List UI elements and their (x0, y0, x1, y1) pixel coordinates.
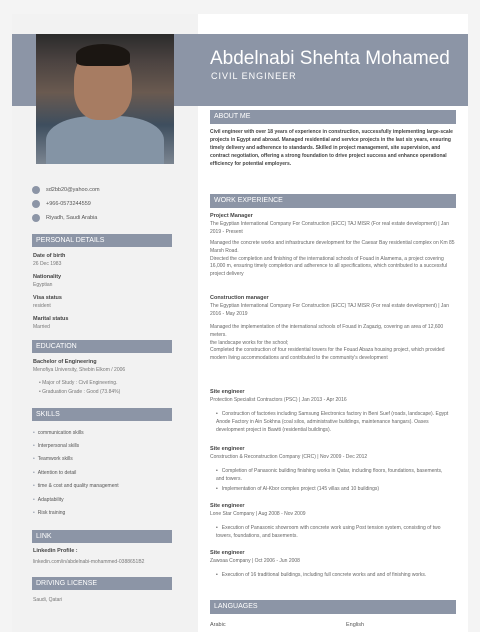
job-bullet: • Execution of 16 traditional buildings, including full concrete works and and of finishing works. (216, 572, 452, 580)
job-company-2: Protection Specialist Contractors (PSC) | Jan 2013 - Apr 2016 (210, 397, 347, 403)
job-desc-1: Managed the implementation of the international schools of Fouad in Zagazig, covering an area of 12,600 meters. the landscape works for the school; Completed the construction of four residential towers for the Fouad Abaza housing project, which provided modern living accommodations and contributed to the community's development (210, 324, 445, 361)
email-icon (32, 186, 40, 194)
job-company-4: Lone Star Company | Aug 2008 - Nov 2009 (210, 511, 306, 517)
resume-page (12, 14, 468, 632)
visa-label: Visa status (33, 295, 62, 301)
skill-item: • Interpersonal skills (33, 443, 79, 449)
linkedin-link[interactable]: linkedin.com/in/abdelnabi-mohammed-0388651B2 (33, 559, 145, 565)
job-company-3: Construction & Reconstruction Company (CRC) | Nov 2009 - Dec 2012 (210, 454, 368, 460)
skill-item: • Teamwork skills (33, 456, 73, 462)
contact-email[interactable] (32, 186, 100, 194)
skill-item: • communication skills (33, 430, 84, 436)
about-heading: ABOUT ME (210, 110, 456, 124)
education-degree: Bachelor of Engineering (33, 359, 97, 365)
language-item: English (346, 622, 365, 628)
skill-item: • time & cost and quality management (33, 483, 119, 489)
education-major-text: Major of Study : Civil Engineering. (42, 380, 118, 386)
person-name: Abdelnabi Shehta Mohamed (210, 48, 450, 69)
phone-icon (32, 200, 40, 208)
skill-item: • Risk training (33, 510, 65, 516)
location-icon (32, 214, 40, 222)
profile-photo (36, 34, 174, 164)
job-title: CIVIL ENGINEER (211, 71, 297, 81)
nationality-value: Egyptian (33, 282, 53, 288)
link-heading: LINK (32, 530, 172, 543)
job-desc-0: Managed the concrete works and infrastructure development for the Caesar Bay residential complex on Km 85 Marsh Road. Directed the completion and finishing of the international schools of Fouad in Alamema, a project covering 16,000 m, ensuring timely completion and adherence to all specifications, which contributed to a successful project delivery (210, 240, 455, 277)
location-text: Riyadh, Saudi Arabia (46, 215, 98, 221)
job-title-0: Project Manager (210, 213, 253, 219)
job-title-4: Site engineer (210, 503, 245, 509)
job-title-1: Construction manager (210, 295, 269, 301)
dob-label: Date of birth (33, 253, 66, 259)
skills-heading: SKILLS (32, 408, 172, 421)
job-bullet: • Construction of factories including Samsung Electronics factory in Beni Suef (roads, landscape). Egypt Anode Factory in Ain Sokhna (coal silos, administrative buildings, maintenance hangars). Oases development project in Bawiti (residential buildings). (216, 411, 452, 434)
job-title-5: Site engineer (210, 550, 245, 556)
job-bullet: • Execution of Panasonic showroom with concrete work using Post tension system, consisting of two towers, foundations, and basements. (216, 525, 452, 541)
education-grade-text: Graduation Grade : Good (73.84%) (42, 389, 121, 395)
job-title-3: Site engineer (210, 446, 245, 452)
driving-license-heading: DRIVING LICENSE (32, 577, 172, 590)
contact-phone[interactable] (32, 200, 91, 208)
skill-item: • Adaptability (33, 497, 64, 503)
nationality-label: Nationality (33, 274, 62, 280)
visa-value: resident (33, 303, 51, 309)
photo-hair (76, 44, 130, 66)
about-text: Civil engineer with over 18 years of experience in construction, successfully implementing large-scale projects in Egypt and abroad. Managed residential and service projects in the last six years, ensuring timely delivery and adherence to standards. Skilled in project management, site supervision, and contract negotiation, offering a strong foundation to drive project success and enhance operational efficiency for potential employers. (210, 129, 453, 167)
marital-value: Married (33, 324, 50, 330)
phone-text: +966-0573244559 (46, 201, 91, 207)
job-company-0: The Egyptian International Company For Construction (EICC) TAJ MISR (For real estate development) | Jan 2019 - Present (210, 221, 449, 235)
photo-shirt (46, 116, 164, 164)
dob-value: 26 Dec 1983 (33, 261, 62, 267)
contact-location (32, 214, 97, 222)
skill-item: • Attention to detail (33, 470, 76, 476)
work-heading: WORK EXPERIENCE (210, 194, 456, 208)
language-item: Arabic (210, 622, 226, 628)
email-text: sd2bb20@yahoo.com (46, 187, 100, 193)
linkedin-label: Linkedin Profile : (33, 548, 78, 554)
marital-label: Marital status (33, 316, 69, 322)
education-heading: EDUCATION (32, 340, 172, 353)
job-company-5: Zawoaa Company | Oct 2006 - Jun 2008 (210, 558, 300, 564)
driving-license-value: Saudi, Qatari (33, 597, 63, 603)
job-title-2: Site engineer (210, 389, 245, 395)
languages-heading: LANGUAGES (210, 600, 456, 614)
education-grade: • Graduation Grade : Good (73.84%) (39, 389, 121, 395)
job-bullet: • Implementation of Al-Kbor complex project (145 villas and 10 buildings) (216, 486, 452, 494)
personal-details-heading: PERSONAL DETAILS (32, 234, 172, 247)
education-major: • Major of Study : Civil Engineering. (39, 380, 118, 386)
education-school: Menofiya University, Shebin Elkom / 2006 (33, 367, 126, 373)
job-bullet: • Completion of Panasonic building finishing works in Qatar, including floors, foundations, basements, and towers. (216, 468, 452, 484)
job-company-1: The Egyptian International Company For Construction (EICC) TAJ MISR (For real estate development) | Jan 2016 - May 2019 (210, 303, 449, 317)
